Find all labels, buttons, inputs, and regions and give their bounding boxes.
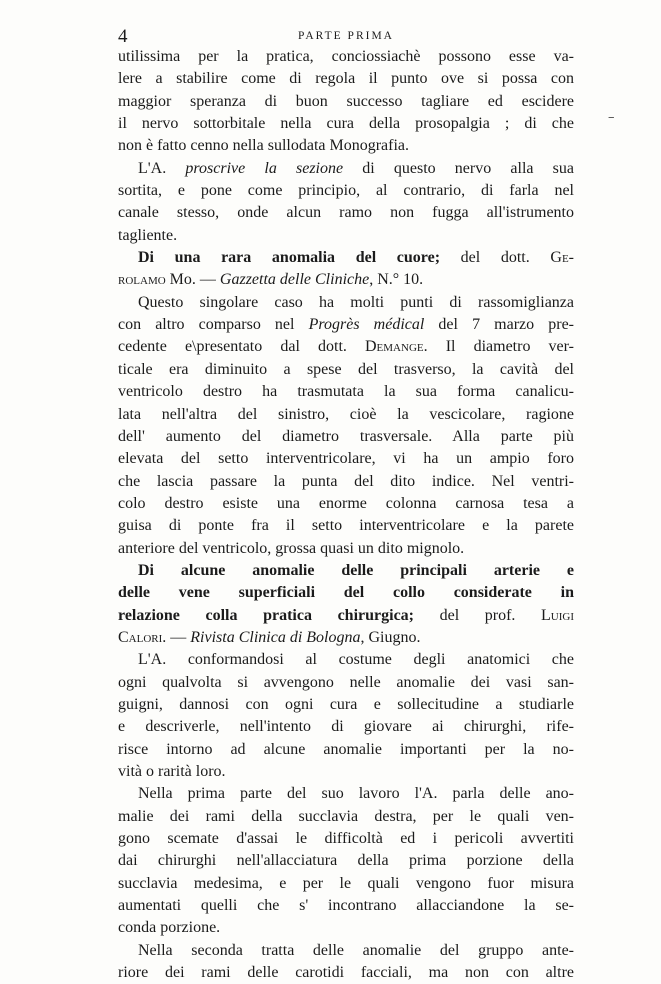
text-line: [118, 605, 574, 627]
text-run: Ge-: [550, 249, 574, 267]
text-line: [118, 225, 574, 247]
text-line: [118, 404, 574, 426]
text-run: L'A. conformandosi al costume degli anatomici che: [138, 651, 574, 669]
text-line: [118, 962, 574, 984]
text-run: Mo. —: [165, 271, 220, 289]
text-line: [118, 850, 574, 872]
text-line: [118, 627, 574, 649]
text-line: [118, 202, 574, 224]
text-line: [118, 895, 574, 917]
text-run: che lascia passare la punta del dito indice. Nel ventri-: [118, 472, 574, 490]
text-line: [118, 180, 574, 202]
text-line: [118, 538, 574, 560]
margin-mark: –: [608, 110, 615, 125]
text-line: [118, 336, 574, 358]
text-line: [118, 68, 574, 90]
text-run: gono scemate d'assai le difficoltà ed i pericoli avvertiti: [118, 830, 574, 848]
text-run: del dott.: [440, 249, 551, 267]
text-line: [118, 716, 574, 738]
running-title: PARTE PRIMA: [298, 30, 394, 42]
text-line: [118, 158, 574, 180]
text-run: cedente e\presentato dal dott.: [118, 338, 365, 356]
text-run: guigni, dannosi con ogni cura e sollecitudine a studiarle: [118, 695, 574, 713]
text-line: [118, 672, 574, 694]
text-run: di questo nervo alla sua: [343, 159, 574, 177]
text-line: [118, 314, 574, 336]
text-run: , N.° 10.: [369, 271, 424, 289]
text-line: [118, 806, 574, 828]
text-run: elevata del setto interventricolare, vi ha un ampio foro: [118, 450, 574, 468]
text-line: [118, 46, 574, 68]
text-run: il nervo sottorbitale nella cura della prosopalgia ; di che: [118, 115, 574, 133]
text-run: Di una rara anomalia del cuore;: [138, 249, 441, 267]
text-line: [118, 739, 574, 761]
page-body: [118, 46, 574, 984]
text-line: [118, 917, 574, 939]
text-run: vità o rarità loro.: [118, 763, 226, 780]
text-run: dell' aumento del diametro trasversale. Alla parte più: [118, 427, 574, 445]
text-run: anteriore del ventricolo, grossa quasi un dito mignolo.: [118, 539, 465, 557]
text-line: [118, 649, 574, 671]
text-line: [118, 761, 574, 783]
text-line: [118, 493, 574, 515]
text-run: malie dei rami della succlavia destra, per le quali ven-: [118, 807, 574, 825]
text-run: Gazzetta delle Cliniche: [219, 271, 370, 289]
text-run: . —: [162, 628, 191, 646]
text-line: [118, 828, 574, 850]
text-run: Rivista Clinica di Bologna: [190, 628, 361, 646]
text-run: Nella prima parte del suo lavoro l'A. parla delle ano-: [138, 785, 574, 803]
text-line: [118, 426, 574, 448]
text-run: Calori: [118, 628, 163, 646]
text-line: [118, 940, 574, 962]
text-run: dai chirurghi nell'allacciatura della prima porzione della: [118, 852, 574, 870]
text-run: relazione colla pratica chirurgica;: [118, 606, 414, 624]
text-run: canale stesso, onde alcun ramo non fugga all'istrumento: [118, 204, 574, 222]
text-run: . Il diametro ver-: [423, 338, 574, 356]
text-run: lere a stabilire come di regola il punto ove si possa con: [118, 70, 574, 88]
text-run: sortita, e pone come principio, al contrario, di farla nel: [118, 182, 574, 200]
text-run: tagliente.: [118, 226, 178, 244]
text-run: ticale era diminuito a spese del trasverso, la cavità del: [118, 360, 574, 378]
text-line: [118, 448, 574, 470]
text-run: maggior speranza di buon successo tagliare ed escidere: [118, 92, 574, 110]
text-run: e descriverle, nell'intento di giovare ai chirurghi, rife-: [118, 718, 574, 736]
text-line: [118, 560, 574, 582]
text-run: non è fatto cenno nella sullodata Monografia.: [118, 137, 410, 155]
text-line: [118, 91, 574, 113]
text-line: [118, 582, 574, 604]
text-run: ventricolo destro ha trasmutata la sua forma canalicu-: [118, 383, 574, 401]
text-line: [118, 359, 574, 381]
page-number: 4: [118, 26, 128, 47]
text-run: del 7 marzo pre-: [424, 316, 574, 334]
text-line: [118, 247, 574, 269]
text-run: aumentati quelli che s' incontrano allacciandone la se-: [118, 897, 574, 915]
text-run: con altro comparso nel: [118, 316, 309, 334]
text-line: [118, 381, 574, 403]
text-line: [118, 269, 574, 291]
text-run: utilissima per la pratica, conciossiachè possono esse va-: [118, 48, 574, 65]
text-run: conda porzione.: [118, 919, 221, 937]
text-line: [118, 113, 574, 135]
text-run: Nella seconda tratta delle anomalie del gruppo ante-: [138, 941, 574, 959]
text-run: ogni qualvolta si avvengono nelle anomalie dei vasi san-: [118, 673, 574, 691]
text-run: Questo singolare caso ha molti punti di rassomiglianza: [138, 293, 574, 311]
text-line: [118, 694, 574, 716]
text-run: Di alcune anomalie delle principali arterie e: [138, 561, 574, 579]
text-run: del prof.: [414, 606, 542, 624]
text-run: Demange: [365, 338, 424, 356]
text-run: risce intorno ad alcune anomalie importanti per la no-: [118, 740, 574, 758]
text-run: delle vene superficiali del collo considerate in: [118, 584, 574, 602]
text-line: [118, 292, 574, 314]
text-run: Luigi: [541, 606, 574, 624]
text-line: [118, 515, 574, 537]
text-run: L'A.: [138, 159, 186, 177]
text-run: Progrès médical: [308, 316, 425, 334]
text-run: colo destro esiste una enorme colonna carnosa tesa a: [118, 494, 574, 512]
text-run: rolamo: [118, 271, 166, 289]
text-line: [118, 471, 574, 493]
text-run: lata nell'altra del sinistro, cioè la vescicolare, ragione: [118, 405, 574, 423]
page-header: [118, 26, 574, 48]
text-run: proscrive la sezione: [185, 159, 344, 177]
text-run: guisa di ponte fra il setto interventricolare e la parete: [118, 517, 574, 535]
text-run: riore dei rami delle carotidi facciali, ma non con altre: [118, 964, 574, 982]
text-line: [118, 783, 574, 805]
text-run: succlavia medesima, e per le quali vengono fuor misura: [118, 874, 574, 892]
text-line: [118, 135, 574, 157]
text-line: [118, 873, 574, 895]
text-run: , Giugno.: [360, 628, 421, 646]
